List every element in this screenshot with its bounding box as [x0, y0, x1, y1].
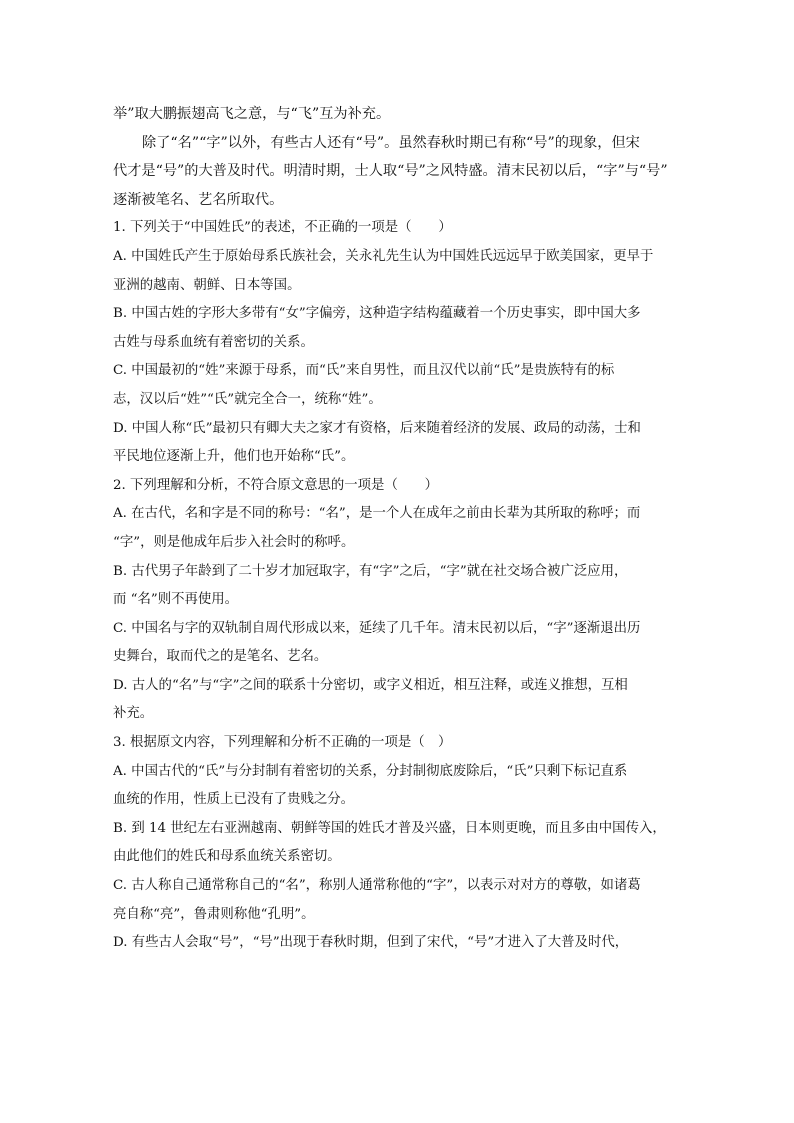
- question-1-option-b-line-1: B. 中国古姓的字形大多带有“女”字偏旁，这种造字结构蕴藏着一个历史事实，即中国大多: [113, 306, 641, 322]
- question-3-option-b-line-1: B. 到 14 世纪左右亚洲越南、朝鲜等国的姓氏才普及兴盛，日本则更晚，而且多由中国传入，: [113, 820, 666, 836]
- question-2-option-a-line-2: “字”，则是他成年后步入社会时的称呼。: [113, 534, 355, 550]
- question-1-option-b-line-2: 古姓与母系血统有着密切的关系。: [113, 334, 314, 350]
- question-3-option-b-line-2: 由此他们的姓氏和母系血统关系密切。: [113, 849, 341, 865]
- question-3-option-a-line-1: A. 中国古代的“氏”与分封制有着密切的关系，分封制彻底废除后，“氏”只剩下标记直系: [113, 763, 628, 779]
- intro-paragraph-2-line-3: 逐渐被笔名、艺名所取代。: [113, 191, 284, 208]
- question-1-stem: 1. 下列关于“中国姓氏”的表述，不正确的一项是（ ）: [113, 220, 452, 236]
- question-2-stem: 2. 下列理解和分析，不符合原文意思的一项是（ ）: [113, 477, 439, 493]
- question-2-option-b-line-1: B. 古代男子年龄到了二十岁才加冠取字，有“字”之后，“字”就在社交场合被广泛应用，: [113, 563, 628, 579]
- question-1-option-d-line-1: D. 中国人称“氏”最初只有卿大夫之家才有资格，后来随着经济的发展、政局的动荡，士和: [113, 420, 641, 436]
- question-2-option-b-line-2: 而 “名”则不再使用。: [113, 592, 239, 608]
- question-3-option-c-line-2: 亮自称“亮”，鲁肃则称他“孔明”。: [113, 906, 315, 922]
- question-3-option-c-line-1: C. 古人称自己通常称自己的“名”，称别人通常称他的“字”，以表示对对方的尊敬，如诸葛: [113, 878, 641, 894]
- question-1-option-d-line-2: 平民地位逐渐上升，他们也开始称“氏”。: [113, 449, 355, 465]
- intro-line-1: 举”取大鹏振翅高飞之意，与“飞”互为补充。: [113, 106, 391, 122]
- question-3-option-d-line-1: D. 有些古人会取“号”，“号”出现于春秋时期，但到了宋代，“号”才进入了大普及时代，: [113, 935, 629, 951]
- question-2-option-d-line-1: D. 古人的“名”与“字”之间的联系十分密切，或字义相近，相互注释，或连义推想，互相: [113, 677, 628, 693]
- document-body: [113, 100, 685, 958]
- question-1-option-c-line-2: 志，汉以后“姓”“氏”就完全合一，统称“姓”。: [113, 391, 382, 407]
- question-2-option-c-line-2: 史舞台，取而代之的是笔名、艺名。: [113, 649, 328, 665]
- question-1-option-a-line-1: A. 中国姓氏产生于原始母系氏族社会，关永礼先生认为中国姓氏远远早于欧美国家，更早于: [113, 248, 654, 264]
- question-3-option-a-line-2: 血统的作用，性质上已没有了贵贱之分。: [113, 792, 355, 808]
- question-3-stem: 3. 根据原文内容，下列理解和分析不正确的一项是（ ）: [113, 735, 452, 751]
- intro-paragraph-2-line-1: 除了“名”“字”以外，有些古人还有“号”。虽然春秋时期已有称“号”的现象，但宋: [142, 134, 640, 151]
- question-2-option-a-line-1: A. 在古代，名和字是不同的称号：“名”，是一个人在成年之前由长辈为其所取的称呼；而: [113, 506, 641, 522]
- question-1-option-c-line-1: C. 中国最初的“姓”来源于母系，而“氏”来自男性，而且汉代以前“氏”是贵族特有的标: [113, 363, 615, 379]
- intro-paragraph-2-line-2: 代才是“号”的大普及时代。明清时期，士人取“号”之风特盛。清末民初以后，“字”与“号”: [113, 163, 668, 180]
- question-1-option-a-line-2: 亚洲的越南、朝鲜、日本等国。: [113, 277, 301, 293]
- question-2-option-d-line-2: 补充。: [113, 706, 154, 722]
- question-2-option-c-line-1: C. 中国名与字的双轨制自周代形成以来，延续了几千年。清末民初以后，“字”逐渐退出历: [113, 620, 641, 636]
